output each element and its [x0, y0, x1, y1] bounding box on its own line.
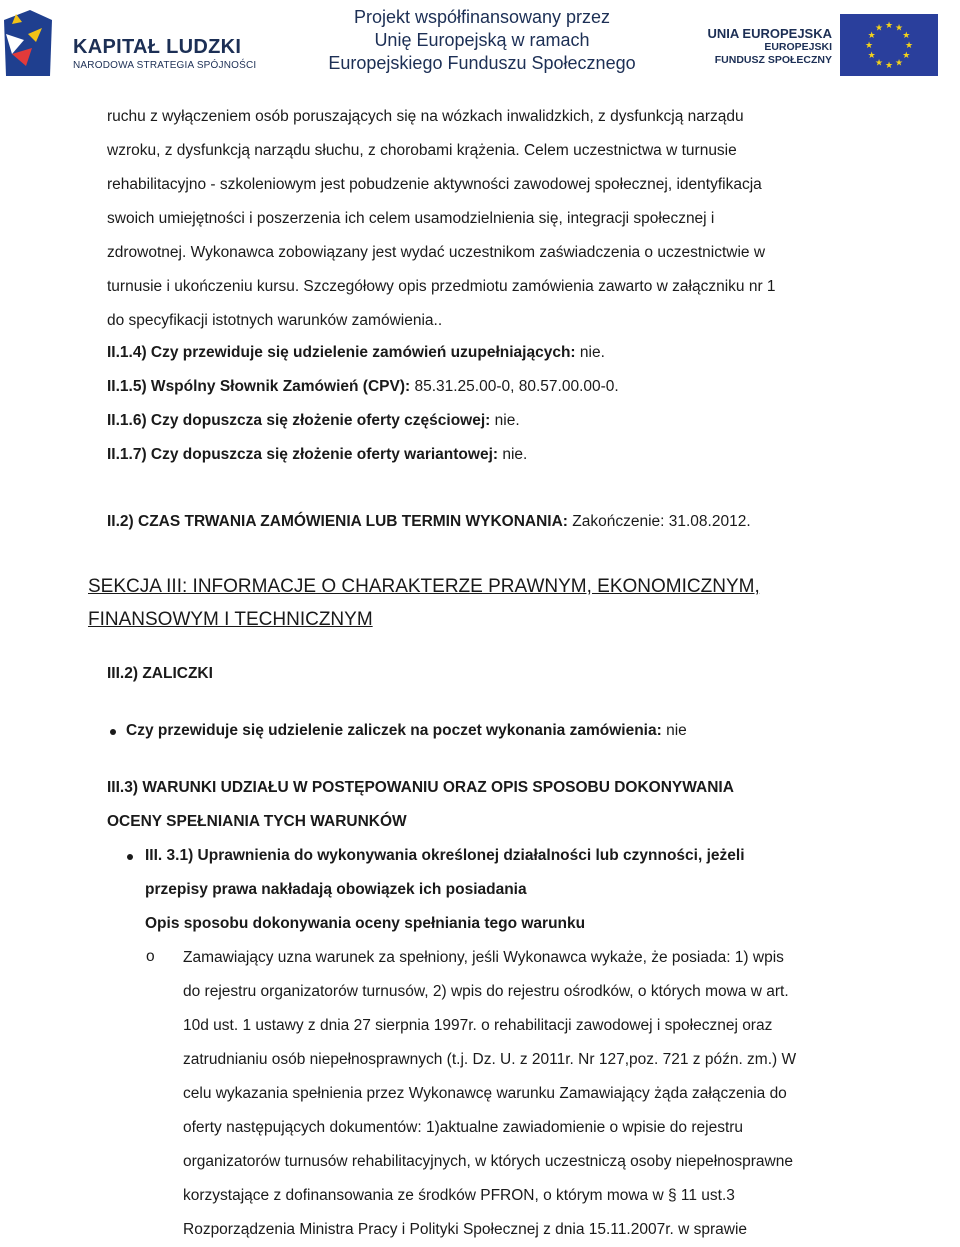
- item-value: nie.: [498, 446, 528, 463]
- eu-fund-wordmark: [693, 26, 832, 67]
- bullet-dot-icon: [110, 729, 116, 735]
- advances-label: Czy przewiduje się udzielenie zaliczek na poczet wykonania zamówienia:: [126, 722, 662, 739]
- item-label: II.1.6) Czy dopuszcza się złożenie oferty częściowej:: [107, 412, 491, 429]
- advances-bullet: [126, 714, 687, 748]
- assessment-description: [183, 941, 796, 1247]
- item-ii-1-4: [107, 336, 605, 370]
- text-line: organizatorów turnusów rehabilitacyjnych, w których uczestniczą osoby niepełnosprawne: [183, 1153, 793, 1170]
- text-line: turnusie i ukończeniu kursu. Szczegółowy opis przedmiotu zamówienia zawarto w załączniku nr 1: [107, 278, 776, 295]
- conditions-line-2: OCENY SPEŁNIANIA TYCH WARUNKÓW: [107, 813, 407, 830]
- ue-line-1: UNIA EUROPEJSKA: [707, 26, 832, 41]
- item-label: II.1.4) Czy przewiduje się udzielenie zamówień uzupełniających:: [107, 344, 576, 361]
- permissions-line-2: przepisy prawa nakładają obowiązek ich posiadania: [145, 881, 527, 898]
- text-line: Rozporządzenia Ministra Pracy i Polityki Społecznej z dnia 15.11.2007r. w sprawie: [183, 1221, 748, 1238]
- svg-text:★: ★: [867, 51, 876, 61]
- text-line: celu wykazania spełnienia przez Wykonawcę warunku Zamawiający żąda załączenia do: [183, 1085, 787, 1102]
- svg-text:★: ★: [902, 51, 911, 61]
- text-line: do rejestru organizatorów turnusów, 2) wpis do rejestru ośrodków, o których mowa w art.: [183, 983, 789, 1000]
- text-line: rehabilitacyjno - szkoleniowym jest pobudzenie aktywności zawodowej społecznej, identyfikacja: [107, 176, 762, 193]
- item-label: II.1.7) Czy dopuszcza się złożenie oferty wariantowej:: [107, 446, 499, 463]
- duration-line: [107, 505, 751, 539]
- item-label: II.1.5) Wspólny Słownik Zamówień (CPV):: [107, 378, 411, 395]
- kl-subtitle: NARODOWA STRATEGIA SPÓJNOŚCI: [73, 60, 257, 71]
- ue-line-3: FUNDUSZ SPOŁECZNY: [714, 54, 832, 66]
- text-line: swoich umiejętności i poszerzenia ich celem usamodzielnienia się, integracji społecznej i: [107, 210, 715, 227]
- svg-text:★: ★: [867, 31, 876, 41]
- sub-bullet-marker: o: [146, 948, 155, 965]
- svg-text:★: ★: [884, 21, 894, 31]
- text-line: do specyfikacji istotnych warunków zamówienia..: [107, 312, 443, 329]
- duration-label: II.2) CZAS TRWANIA ZAMÓWIENIA LUB TERMIN WYKONANIA:: [107, 513, 568, 530]
- conditions-heading: [107, 771, 734, 839]
- advances-heading: III.2) ZALICZKI: [107, 665, 213, 682]
- text-line: ruchu z wyłączeniem osób poruszających się na wózkach inwalidzkich, z dysfunkcją narządu: [107, 108, 744, 125]
- intro-paragraph: [107, 100, 867, 338]
- cofinancing-note: [302, 6, 662, 75]
- svg-text:★: ★: [894, 23, 904, 34]
- permissions-line-1: III. 3.1) Uprawnienia do wykonywania określonej działalności lub czynności, jeżeli: [145, 847, 745, 864]
- kapital-ludzki-logo-icon: [2, 6, 54, 80]
- text-line: zatrudnianiu osób niepełnosprawnych (t.j. Dz. U. z 2011r. Nr 127,poz. 721 z późn. zm.) W: [183, 1051, 797, 1068]
- advances-value: nie: [661, 722, 687, 739]
- text-line: 10d ust. 1 ustawy z dnia 27 sierpnia 1997r. o rehabilitacji zawodowej i społecznej oraz: [183, 1017, 773, 1034]
- svg-text:★: ★: [874, 23, 884, 34]
- item-ii-1-5: [107, 370, 619, 404]
- cofinancing-line-2: Unię Europejską w ramach: [374, 30, 590, 50]
- ue-line-2: EUROPEJSKI: [764, 41, 832, 53]
- section-title-line-1: SEKCJA III: INFORMACJE O CHARAKTERZE PRAWNYM, EKONOMICZNYM,: [88, 576, 760, 597]
- section-title-line-2: FINANSOWYM I TECHNICZNYM: [88, 609, 373, 630]
- svg-text:★: ★: [902, 31, 911, 41]
- kl-title: KAPITAŁ LUDZKI: [73, 36, 242, 58]
- section-iii-title: [88, 570, 760, 636]
- text-line: oferty następujących dokumentów: 1)aktualne zawiadomienie o wpisie do rejestru: [183, 1119, 744, 1136]
- item-value: nie.: [490, 412, 520, 429]
- page-header: [0, 0, 960, 90]
- cofinancing-line-3: Europejskiego Funduszu Społecznego: [328, 53, 636, 73]
- item-value: 85.31.25.00-0, 80.57.00.00-0.: [410, 378, 619, 395]
- assessment-heading: Opis sposobu dokonywania oceny spełniania tego warunku: [145, 915, 586, 932]
- text-line: zdrowotnej. Wykonawca zobowiązany jest wydać uczestnikom zaświadczenia o uczestnictwie w: [107, 244, 766, 261]
- item-ii-1-6: [107, 404, 520, 438]
- cofinancing-line-1: Projekt współfinansowany przez: [353, 7, 611, 27]
- item-ii-1-7: [107, 438, 527, 472]
- svg-text:★: ★: [894, 58, 904, 69]
- description-text: [107, 100, 867, 338]
- svg-text:★: ★: [874, 58, 884, 69]
- svg-text:★: ★: [904, 41, 914, 51]
- svg-text:★: ★: [864, 41, 874, 51]
- text-line: korzystające z dofinansowania ze środków PFRON, o którym mowa w § 11 ust.3: [183, 1187, 735, 1204]
- text-line: wzroku, z dysfunkcją narządu słuchu, z chorobami krążenia. Celem uczestnictwa w turnusie: [107, 142, 737, 159]
- duration-value: Zakończenie: 31.08.2012.: [567, 513, 751, 530]
- bullet-dot-icon: [127, 854, 133, 860]
- permissions-heading: [145, 839, 745, 907]
- eu-flag-icon: [840, 14, 938, 76]
- svg-text:★: ★: [884, 61, 894, 71]
- text-line: Zamawiający uzna warunek za spełniony, jeśli Wykonawca wykaże, że posiada: 1) wpis: [183, 949, 784, 966]
- kapital-ludzki-wordmark: [73, 36, 256, 72]
- conditions-line-1: III.3) WARUNKI UDZIAŁU W POSTĘPOWANIU ORAZ OPIS SPOSOBU DOKONYWANIA: [107, 779, 734, 796]
- item-value: nie.: [575, 344, 605, 361]
